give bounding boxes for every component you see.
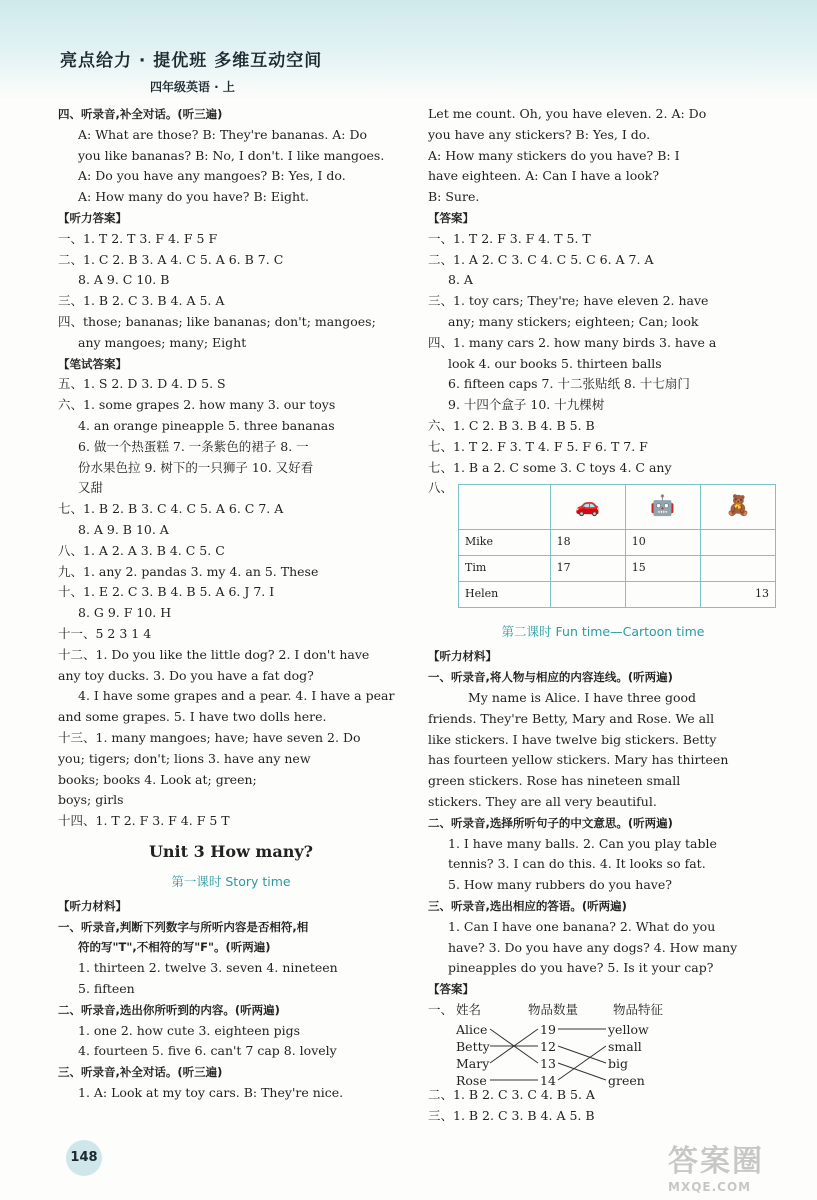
text-line: you like bananas? B: No, I don't. I like mangoes. (78, 147, 385, 163)
table-name-cell: Mike (459, 530, 551, 556)
robot-icon: 🤖 (650, 492, 676, 517)
table-cell: 10 (625, 530, 700, 556)
text-line: 份水果色拉 9. 树下的一只狮子 10. 又好看 (78, 459, 314, 475)
watermark-text: 答案圈 (668, 1144, 764, 1179)
matching-number: 13 (540, 1055, 556, 1071)
toy-car-picture (550, 485, 625, 530)
text-line: 六、1. some grapes 2. how many 3. our toys (58, 397, 336, 413)
section-heading: 【听力材料】 (428, 649, 497, 664)
text-line: 三、1. toy cars; They're; have eleven 2. have (428, 293, 709, 309)
table-cell: 15 (625, 556, 700, 582)
text-line: 三、1. B 2. C 3. B 4. A 5. A (58, 293, 225, 309)
table-label: 八、 (428, 480, 454, 496)
text-line: 4. fourteen 5. five 6. can't 7 cap 8. lovely (78, 1043, 337, 1059)
section-heading: 【笔试答案】 (58, 356, 127, 371)
text-line: 十四、1. T 2. F 3. F 4. F 5 T (58, 813, 230, 829)
text-line: 1. I have many balls. 2. Can you play table (448, 835, 717, 851)
section-heading: 【答案】 (428, 210, 474, 225)
text-line: you; tigers; don't; lions 3. have any new (58, 750, 311, 766)
watermark-logo (668, 1136, 808, 1194)
text-line: A: Do you have any mangoes? B: Yes, I do. (78, 168, 346, 184)
text-line: 六、1. C 2. B 3. B 4. B 5. B (428, 417, 595, 433)
table-corner-cell (459, 485, 551, 530)
text-line: have? 3. Do you have any dogs? 4. How many (448, 939, 738, 955)
text-line: A: What are those? B: They're bananas. A: Do (78, 126, 368, 142)
text-line: any; many stickers; eighteen; Can; look (448, 313, 699, 329)
table-cell (625, 582, 700, 608)
text-line: 1. thirteen 2. twelve 3. seven 4. nineteen (78, 960, 338, 976)
text-line: 6. fifteen caps 7. 十二张贴纸 8. 十七扇门 (448, 376, 690, 392)
unit-title: Unit 3 How many? (148, 841, 314, 861)
section-heading: 【听力材料】 (58, 898, 127, 913)
text-line: 6. 做一个热蛋糕 7. 一条紫色的裙子 8. 一 (78, 438, 309, 454)
matching-feature: yellow (608, 1021, 649, 1037)
right-column (428, 104, 778, 1126)
text-line: green stickers. Rose has nineteen small (428, 773, 681, 789)
book-subtitle: 四年级英语 · 上 (150, 80, 235, 94)
text-line: 1. one 2. how cute 3. eighteen pigs (78, 1022, 301, 1038)
text-line: 8. A (448, 272, 473, 288)
text-line: My name is Alice. I have three good (468, 689, 697, 705)
matching-feature: green (608, 1072, 645, 1088)
table-row (459, 556, 776, 582)
text-line: 十、1. E 2. C 3. B 4. B 5. A 6. J 7. I (58, 584, 275, 600)
text-line: 二、1. C 2. B 3. A 4. C 5. A 6. B 7. C (58, 251, 284, 267)
text-line: B: Sure. (428, 189, 480, 205)
text-line: tennis? 3. I can do this. 4. It looks so fat. (448, 856, 706, 872)
text-line: 8. A 9. B 10. A (78, 521, 169, 537)
table-cell: 17 (550, 556, 625, 582)
text-line: A: How many do you have? B: Eight. (78, 189, 309, 205)
text-line: any mangoes; many; Eight (78, 334, 247, 350)
text-line: and some grapes. 5. I have two dolls here. (58, 709, 327, 725)
table-row (459, 530, 776, 556)
text-line: 七、1. B 2. B 3. C 4. C 5. A 6. C 7. A (58, 501, 284, 517)
answer-table-block (428, 478, 778, 616)
text-line: 四、1. many cars 2. how many birds 3. have a (428, 334, 717, 350)
text-line: books; books 4. Look at; green; (58, 771, 257, 787)
matching-number: 14 (540, 1072, 556, 1088)
car-icon: 🚗 (575, 492, 601, 517)
lesson-title: 第一课时 Story time (171, 873, 291, 889)
matching-name: Mary (456, 1055, 490, 1071)
matching-name: Alice (456, 1021, 488, 1037)
watermark-url: MXQE.COM (668, 1180, 752, 1194)
text-line: pineapples do you have? 5. Is it your cap? (448, 960, 714, 976)
matching-feature: big (608, 1055, 629, 1071)
text-line: friends. They're Betty, Mary and Rose. We all (428, 710, 715, 726)
text-line: 又甜 (78, 480, 104, 496)
section-heading: 【听力答案】 (58, 210, 127, 225)
lesson-title: 第二课时 Fun time—Cartoon time (501, 624, 705, 640)
matching-number: 19 (540, 1021, 556, 1037)
matching-header-feature: 物品特征 (613, 1001, 664, 1017)
text-line: 8. A 9. C 10. B (78, 272, 170, 288)
section-heading: 二、听录音,选择所听句子的中文意思。(听两遍) (428, 815, 673, 830)
matching-lines (428, 1000, 768, 1085)
match-line (558, 1046, 606, 1063)
text-line: 二、1. B 2. C 3. C 4. B 5. A (428, 1086, 595, 1102)
section-heading: 符的写"T",不相符的写"F"。(听两遍) (78, 940, 271, 955)
doll-icon: 🧸 (725, 492, 751, 517)
text-line: A: How many stickers do you have? B: I (428, 147, 680, 163)
text-line: 十二、1. Do you like the little dog? 2. I don't have (58, 646, 370, 662)
book-title: 亮点给力 · 提优班 多维互动空间 (60, 51, 323, 71)
match-line (558, 1046, 606, 1080)
text-line: 十一、5 2 3 1 4 (58, 625, 152, 641)
text-line: 九、1. any 2. pandas 3. my 4. an 5. These (58, 563, 319, 579)
text-line: 8. G 9. F 10. H (78, 605, 172, 621)
match-line (558, 1063, 606, 1080)
matching-name: Rose (456, 1072, 487, 1088)
text-line: 5. fifteen (78, 981, 135, 997)
text-line: 一、1. T 2. F 3. F 4. T 5. T (428, 230, 591, 246)
table-header-row (459, 485, 776, 530)
text-line: like stickers. I have twelve big stickers. Betty (428, 731, 717, 747)
section-heading: 三、听录音,选出相应的答语。(听两遍) (428, 898, 627, 913)
right-column-bottom (428, 616, 778, 1000)
text-line: 三、1. B 2. C 3. B 4. A 5. B (428, 1107, 595, 1123)
section-heading: 一、听录音,将人物与相应的内容连线。(听两遍) (428, 670, 673, 685)
text-line: 二、1. A 2. C 3. C 4. C 5. C 6. A 7. A (428, 251, 654, 267)
section-heading: 三、听录音,补全对话。(听三遍) (58, 1065, 223, 1080)
text-line: look 4. our books 5. thirteen balls (448, 355, 662, 371)
text-line: 9. 十四个盒子 10. 十九棵树 (448, 397, 605, 413)
section-heading: 二、听录音,选出你所听到的内容。(听两遍) (58, 1002, 280, 1017)
text-line: has fourteen yellow stickers. Mary has thirteen (428, 752, 729, 768)
table-row (459, 582, 776, 608)
table-cell (550, 582, 625, 608)
table-cell: 18 (550, 530, 625, 556)
text-line: 七、1. T 2. F 3. T 4. F 5. F 6. T 7. F (428, 438, 648, 454)
text-line: 十三、1. many mangoes; have; have seven 2. Do (58, 729, 361, 745)
answer-table (458, 484, 776, 608)
text-line: you have any stickers? B: Yes, I do. (428, 126, 651, 142)
robot-picture (625, 485, 700, 530)
text-line: 四、those; bananas; like bananas; don't; mangoes; (58, 313, 376, 329)
matching-name: Betty (456, 1038, 490, 1054)
section-heading: 【答案】 (428, 982, 474, 997)
right-column-top (428, 104, 778, 478)
table-name-cell: Tim (459, 556, 551, 582)
page-number: 148 (66, 1140, 102, 1176)
text-line: 4. an orange pineapple 5. three bananas (78, 417, 335, 433)
text-line: 1. Can I have one banana? 2. What do you (448, 918, 716, 934)
text-line: 八、1. A 2. A 3. B 4. C 5. C (58, 542, 225, 558)
text-line: have eighteen. A: Can I have a look? (428, 168, 660, 184)
text-line: 5. How many rubbers do you have? (448, 877, 672, 893)
text-line: 七、1. B a 2. C some 3. C toys 4. C any (428, 459, 672, 475)
table-cell (700, 530, 775, 556)
text-line: any toy ducks. 3. Do you have a fat dog? (58, 667, 314, 683)
matching-header-name: 姓名 (456, 1001, 482, 1017)
text-line: Let me count. Oh, you have eleven. 2. A: Do (428, 106, 707, 121)
table-cell: 13 (700, 582, 775, 608)
text-line: 五、1. S 2. D 3. D 4. D 5. S (58, 376, 226, 392)
doll-picture (700, 485, 775, 530)
table-cell (700, 556, 775, 582)
text-line: boys; girls (58, 792, 124, 808)
left-column (58, 104, 404, 1104)
matching-number: 12 (540, 1038, 556, 1054)
matching-header-count: 物品数量 (528, 1001, 579, 1017)
section-heading: 四、听录音,补全对话。(听三遍) (58, 107, 223, 121)
table-name-cell: Helen (459, 582, 551, 608)
text-line: 1. A: Look at my toy cars. B: They're nice. (78, 1085, 344, 1101)
matching-label: 一、 (428, 1001, 454, 1017)
section-heading: 一、听录音,判断下列数字与所听内容是否相符,相 (58, 919, 309, 934)
matching-feature: small (608, 1038, 642, 1054)
text-line: stickers. They are all very beautiful. (428, 793, 657, 809)
text-line: 一、1. T 2. T 3. F 4. F 5 F (58, 230, 218, 246)
matching-exercise (428, 1000, 778, 1088)
text-line: 4. I have some grapes and a pear. 4. I have a pear (78, 688, 395, 704)
